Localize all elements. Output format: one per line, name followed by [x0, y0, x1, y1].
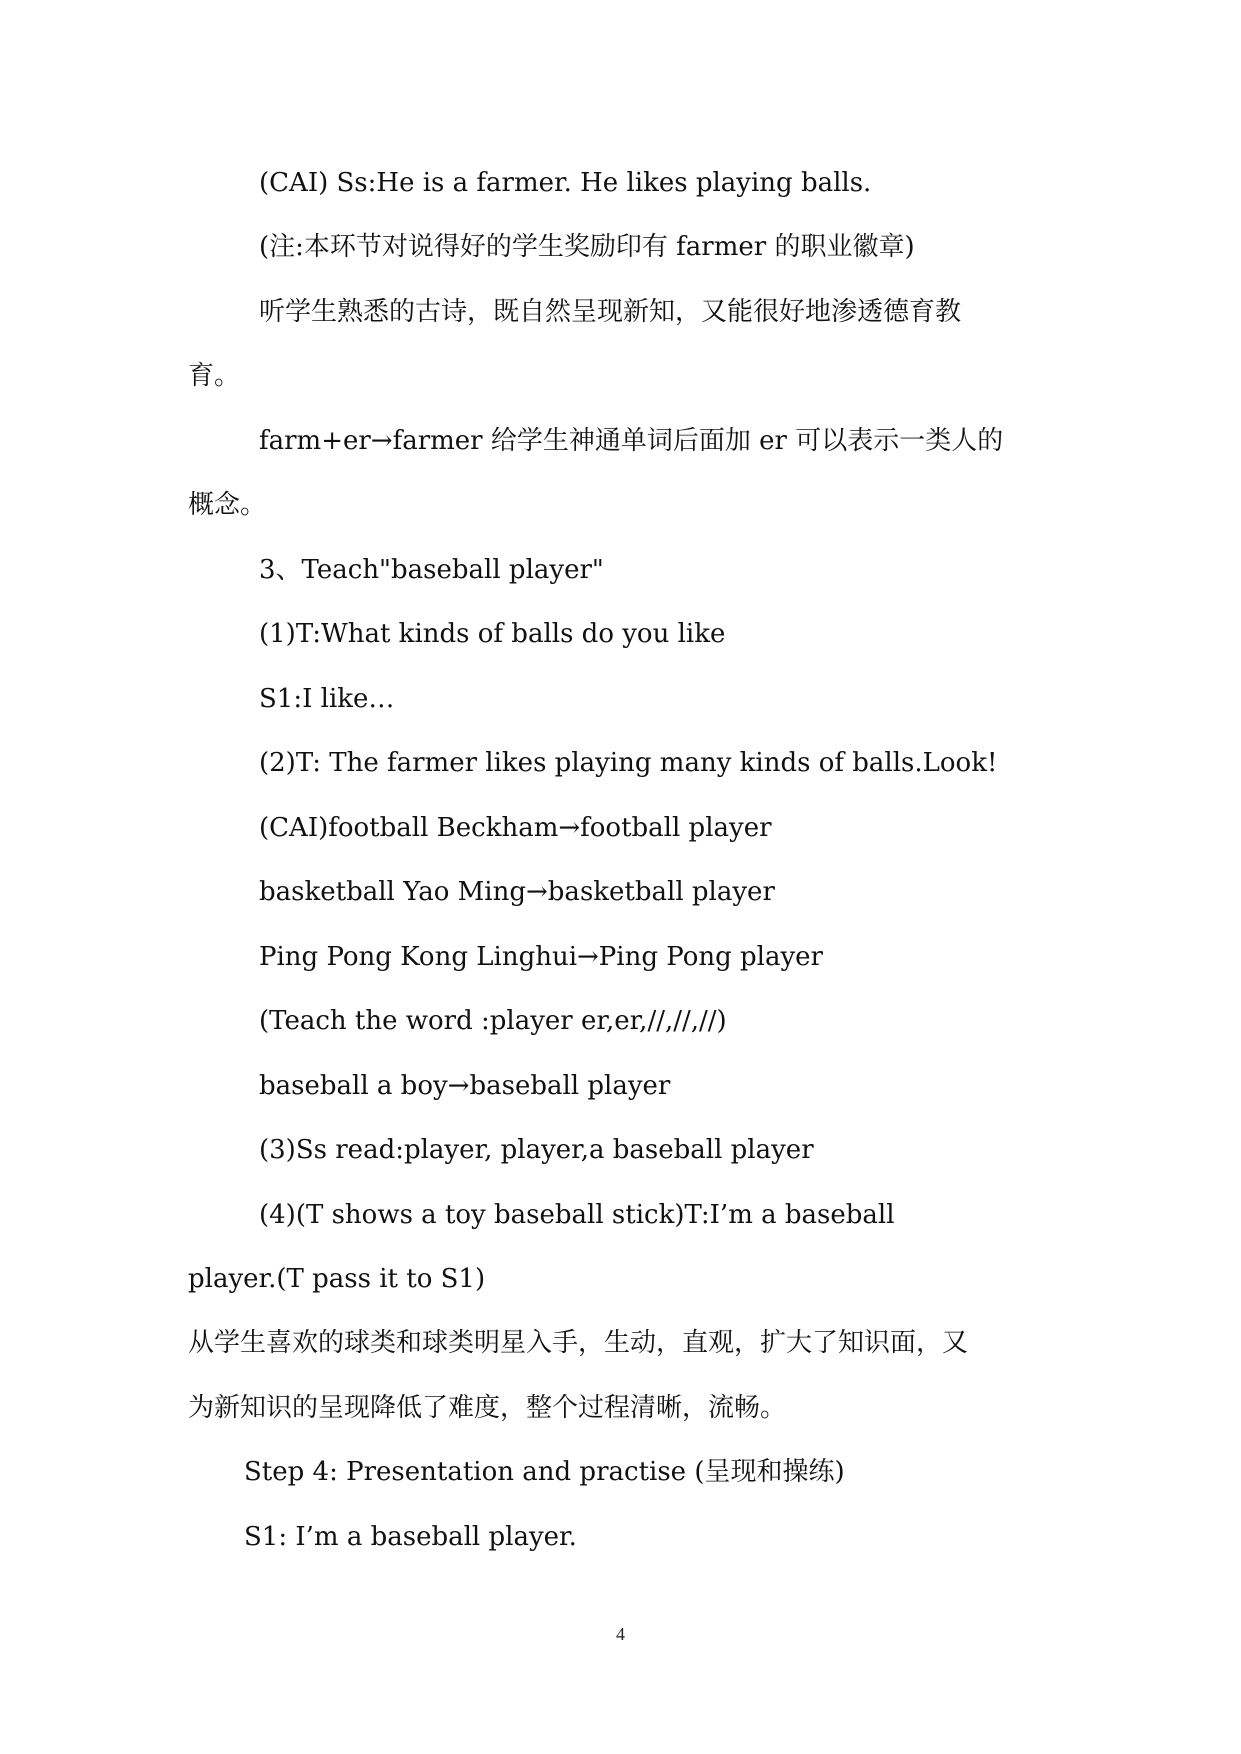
text-line-20: 为新知识的呈现降低了难度，整个过程清晰，流畅。: [188, 1393, 787, 1423]
text-line-5: farm+er→farmer 给学生神通单词后面加 er 可以表示一类人的: [259, 426, 1004, 456]
text-line-7: 3、Teach"baseball player": [259, 555, 604, 585]
text-line-9: S1:I like…: [259, 684, 395, 714]
text-line-22: S1: I’m a baseball player.: [244, 1522, 577, 1552]
text-line-4: 育。: [188, 361, 241, 391]
text-line-18: player.(T pass it to S1): [188, 1264, 486, 1294]
text-line-3: 听学生熟悉的古诗，既自然呈现新知，又能很好地渗透德育教: [259, 297, 962, 327]
text-line-12: basketball Yao Ming→basketball player: [259, 877, 775, 907]
page-number: 4: [616, 1624, 625, 1644]
text-line-10: (2)T: The farmer likes playing many kinds of balls.Look!: [259, 748, 998, 778]
text-line-2: (注:本环节对说得好的学生奖励印有 farmer 的职业徽章): [259, 232, 915, 262]
text-line-21: Step 4: Presentation and practise (呈现和操练): [244, 1457, 845, 1487]
text-line-1: (CAI) Ss:He is a farmer. He likes playing balls.: [259, 168, 872, 198]
text-line-13: Ping Pong Kong Linghui→Ping Pong player: [259, 942, 823, 972]
text-line-19: 从学生喜欢的球类和球类明星入手，生动，直观，扩大了知识面，又: [188, 1328, 969, 1358]
text-line-11: (CAI)football Beckham→football player: [259, 813, 772, 843]
text-line-14: (Teach the word :player er,er,//,//,//): [259, 1006, 727, 1036]
text-line-8: (1)T:What kinds of balls do you like: [259, 619, 726, 649]
text-line-16: (3)Ss read:player, player,a baseball player: [259, 1135, 814, 1165]
text-line-15: baseball a boy→baseball player: [259, 1071, 671, 1101]
text-line-17: (4)(T shows a toy baseball stick)T:I’m a baseball: [259, 1200, 895, 1230]
text-line-6: 概念。: [188, 490, 267, 520]
